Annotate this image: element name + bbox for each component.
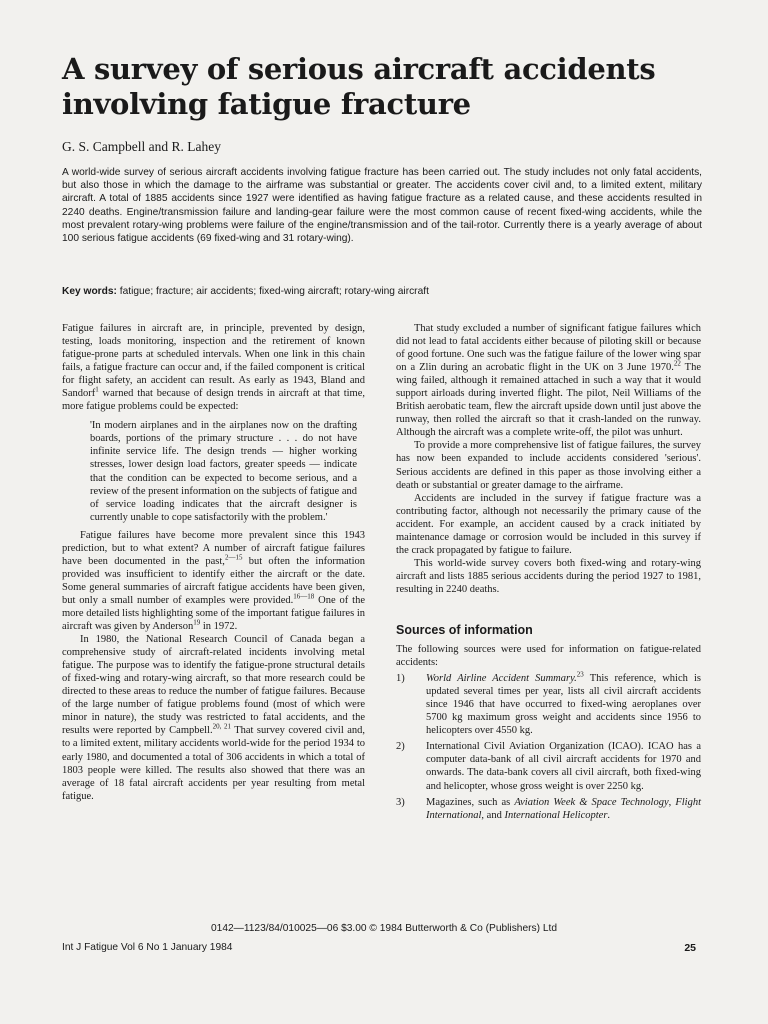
- page-number: 25: [684, 942, 696, 954]
- paragraph-7: This world-wide survey covers both fixed-wing and rotary-wing aircraft and lists 1885 serious accidents during the period 1927 to 1981, resulting in 2240 deaths.: [396, 557, 701, 595]
- paragraph-3: In 1980, the National Research Council of Canada began a comprehensive study of aircraft-related incidents involving metal fatigue. The purpose was to identify the fatigue-prone structural details of fixed-wing and rotary-wing aircraft, so that more research could be directed to these areas to reduce the number of fatigue failures. Because of the large number of fatigue problems found (most of which were minor in nature), the study was restricted to fatal accidents, and the results were reported by Campbell.$^{20, 21}$ That survey covered civil and, to a limited extent, military accidents world-wide for the period 1934 to early 1980, and documented a total of 306 accidents in which a total of 1803 people were killed. The results also showed that there was an average of 18 fatal aircraft accidents per year resulting from metal fatigue.: [62, 634, 365, 802]
- article-title: A survey of serious aircraft accidents involving fatigue fracture: [62, 52, 656, 121]
- journal-citation: Int J Fatigue Vol 6 No 1 January 1984: [62, 942, 233, 953]
- sources-intro: The following sources were used for information on fatigue-related accidents:: [396, 644, 701, 669]
- copyright-line: 0142—1123/84/010025—06 $3.00 © 1984 Butterworth & Co (Publishers) Ltd: [211, 923, 557, 934]
- paragraph-4: That study excluded a number of significant fatigue failures which did not lead to fatal accidents either because of piloting skill or because of good fortune. One such was the fatigue failure of the lower wing spar on a Zlin during an acrobatic flight in the UK on 3 June 1970.22 The wing failed, although it remained attached in such a way that it would support airloads during inverted flight. The pilot, Neil Williams of the British aerobatic team, flew the aircraft upside down until just above the runway, then rolled the aircraft so that it crash-landed on the runway. Although the aircraft was a complete write-off, the pilot was unhurt.: [396, 323, 701, 439]
- keywords-label: Key words:: [62, 286, 117, 297]
- keywords: [62, 286, 722, 297]
- paragraph-2: Fatigue failures have become more prevalent since this 1943 prediction, but to what extent? A number of aircraft fatigue failures have been documented in the past,$^{2—15}$ but often the information provided was insufficient to identify either the aircraft or the date. Some general summaries of aircraft fatigue accidents have been given, but only a small number of examples were provided.$^{16—18}$ One of the more detailed lists highlighting some of the important fatigue failures in aircraft was given by Anderson$^{19}$ in 1972.: [62, 529, 365, 633]
- quotation: 'In modern airplanes and in the airplanes now on the drafting boards, portions of the primary structure . . . do not have infinite service life. The design trends — higher working stresses, lower design load factors, greater speeds — indicate that the condition can be expected to become serious, and a review of the present information on the subjects of fatigue and of service loading indicates that the aircraft designer is currently unable to cope satisfactorily with the problem.': [90, 420, 357, 523]
- authors: G. S. Campbell and R. Lahey: [62, 139, 221, 154]
- paragraph-6: Accidents are included in the survey if fatigue fracture was a contributing factor, although not necessarily the primary cause of the accident. For example, an accident caused by a crack initiated by maintenance damage or corrosion would be included in this survey if the crack propagated by fatigue to failure.: [396, 492, 701, 556]
- source-item-2: 2) International Civil Aviation Organization (ICAO). ICAO has a computer data-bank of all civil aircraft accidents for 1970 and onwards. The data-bank covers all civil aircraft, both fixed-wing and helicopter, whose gross weight is over 2250 kg.: [396, 741, 701, 792]
- paragraph-5: To provide a more comprehensive list of fatigue failures, the survey has now been expanded to include accidents considered 'serious'. Serious accidents are defined in this paper as those involving either a death or substantial or greater damage to the airframe.: [396, 440, 701, 491]
- source-item-1: 1) World Airline Accident Summary.$^{23}$ This reference, which is updated several times per year, lists all civil aircraft accidents since 1946 that have occurred to fixed-wing aeroplanes over 5700 kg maximum gross weight and accidents since 1956 to helicopters over 4550 kg.: [396, 670, 701, 737]
- left-column: [62, 322, 365, 803]
- right-column: [396, 322, 701, 822]
- keywords-text: fatigue; fracture; air accidents; fixed-wing aircraft; rotary-wing aircraft: [119, 286, 429, 297]
- intro-paragraph: Fatigue failures in aircraft are, in principle, prevented by design, testing, loads monitoring, inspection and the retirement of known fatigue-prone parts at scheduled intervals. When one link in this chain fails, a fatigue fracture can occur and, if the failed component is critical for flight safety, an accident can result. As early as 1943, Bland and Sandorf$^1$ warned that because of design trends in aircraft at that time, more fatigue problems could be expected:: [62, 323, 365, 413]
- abstract: A world-wide survey of serious aircraft accidents involving fatigue fracture has been carried out. The study includes not only fatal accidents, but also those in which the damage to the airframe was substantial or greater. The accidents cover civil and, to a limited extent, military aircraft. A total of 1885 accidents since 1927 were identified as having fatigue fracture as a related cause, and these accidents resulted in 2240 deaths. Engine/transmission failure and landing-gear failure were the most common cause of recent fixed-wing accidents, while the most prevalent rotary-wing problems were failure of the engine/transmission and of the tail-rotor. Currently there is a yearly average of about 100 serious fatigue accidents (69 fixed-wing and 31 rotary-wing).: [62, 167, 702, 245]
- section-heading-sources: Sources of information: [396, 622, 533, 637]
- source-item-3: 3) Magazines, such as Aviation Week & Space Technology, Flight International, and International Helicopter.: [396, 796, 701, 821]
